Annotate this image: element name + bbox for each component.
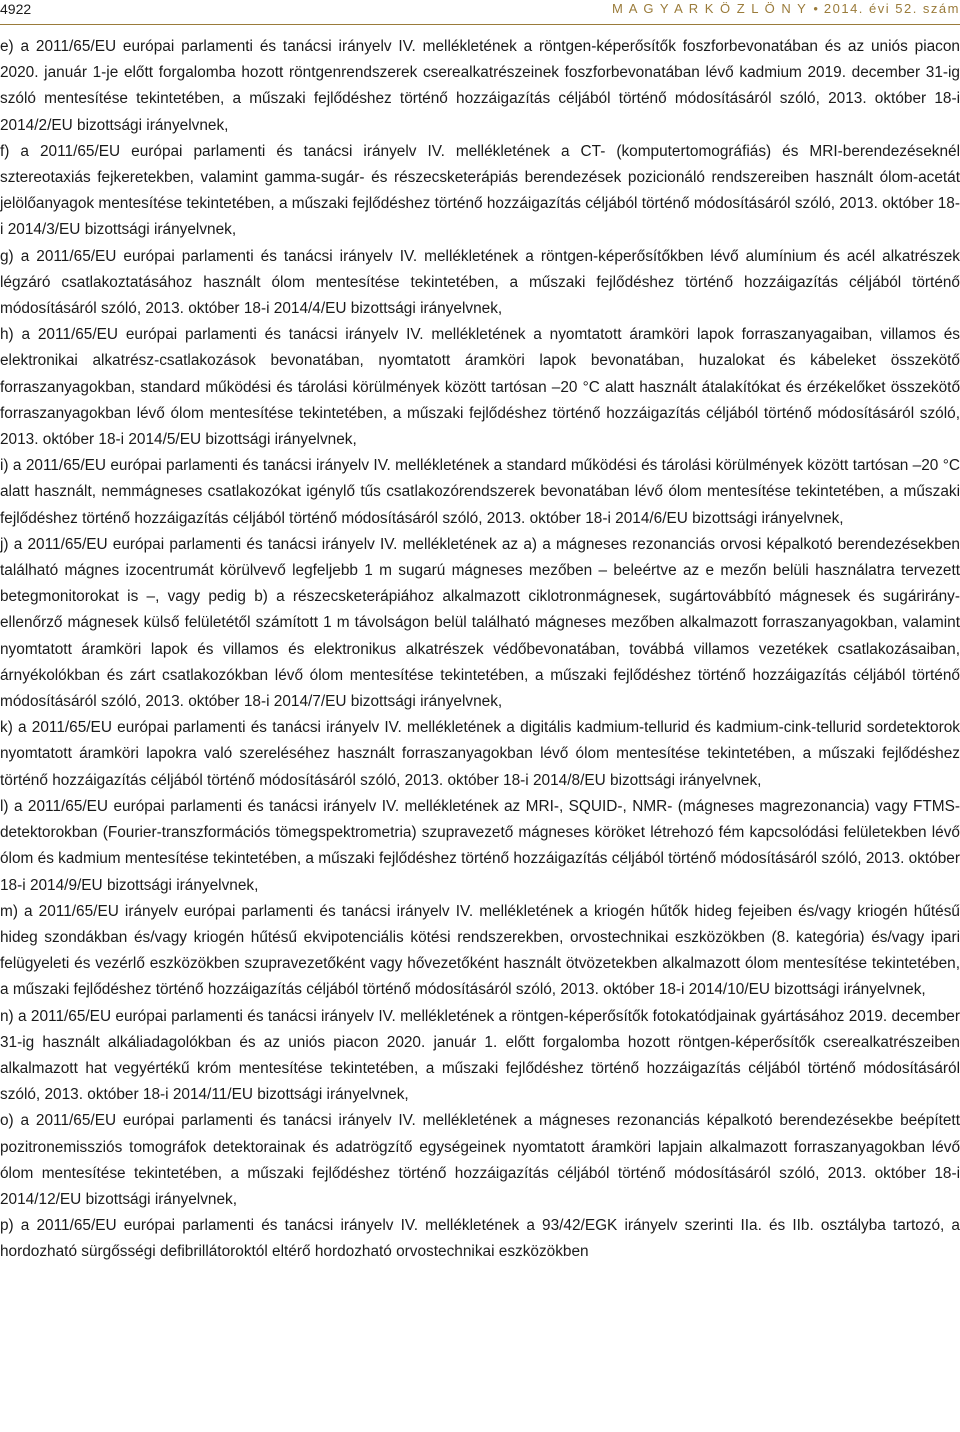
issue-info: 2014. évi 52. szám — [823, 1, 960, 16]
running-header — [612, 0, 960, 18]
list-item-g: g) a 2011/65/EU európai parlamenti és tanácsi irányelv IV. mellékletének a röntgen-képerősítőkben lévő alumínium és acél alkatrészek légzáró csatlakoztatásához használt ólom mentesítése tekintetében, a műszaki fejlődéshez történő hozzáigazítás céljából történő módosításáról szóló, 2013. október 18-i 2014/4/EU bizottsági irányelvnek, — [0, 247, 960, 318]
list-item-o: o) a 2011/65/EU európai parlamenti és tanácsi irányelv IV. mellékletének a mágneses rezonanciás képalkotó berendezésekbe beépített pozitronemissziós tomográfok detektorainak és adatrögzítő egységeinek nyomtatott áramköri lapjain alkalmazott forraszanyagokban lévő ólom mentesítése tekintetében, a műszaki fejlődéshez történő hozzáigazítás céljából történő módosításáról szóló, 2013. október 18-i 2014/12/EU bizottsági irányelvnek, — [0, 1112, 960, 1208]
list-item-m: m) a 2011/65/EU irányelv európai parlamenti és tanácsi irányelv IV. mellékletének a kriogén hűtők hideg fejeiben és/vagy kriogén hűtésű hideg szondákban és/vagy kriogén hűtésű ekvipotenciális kötési rendszerekben, orvostechnikai eszközökben (8. kategória) és/vagy ipari felügyeleti és vezérlő eszközökben szupravezetőként vagy hővezetőként használt ötvözetekben alkalmazott ólom mentesítése tekintetében, a műszaki fejlődéshez történő hozzáigazítás céljából történő módosításáról szóló, 2013. október 18-i 2014/10/EU bizottsági irányelvnek, — [0, 902, 960, 999]
list-item-l: l) a 2011/65/EU európai parlamenti és tanácsi irányelv IV. mellékletének az MRI-, SQUID-, NMR- (mágneses magrezonancia) vagy FTMS-detektorokban (Fourier-transzformációs tömegspektrometria) szupravezető mágneses köröket létrehozó fém kapcsolódási felületekben lévő ólom és kadmium mentesítése tekintetében, a műszaki fejlődéshez történő hozzáigazítás céljából történő módosításáról szóló, 2013. október 18-i 2014/9/EU bizottsági irányelvnek, — [0, 797, 960, 894]
list-item-h: h) a 2011/65/EU európai parlamenti és tanácsi irányelv IV. mellékletének a nyomtatott áramköri lapok forraszanyagaiban, villamos és elektronikai alkatrész-csatlakozások bevonatában, nyomtatott áramköri lapok bevonatában, huzalokat és kábeleket összekötő forraszanyagokban, standard működési és tárolási körülmények között tartósan –20 °C alatt használt átalakítókat és érzékelőket összekötő forraszanyagokban lévő ólom mentesítése tekintetében, a műszaki fejlődéshez történő hozzáigazítás céljából történő módosításáról szóló, 2013. október 18-i 2014/5/EU bizottsági irányelvnek, — [0, 326, 960, 449]
page-number: 4922 — [0, 1, 32, 17]
list-item-f: f) a 2011/65/EU európai parlamenti és tanácsi irányelv IV. mellékletének a CT- (komputertomográfiás) és MRI-berendezéseknél sztereotaxiás fejkeretekben, valamint gamma-sugár- és részecsketerápiás berendezések pozicionáló rendszereiben használt ólom-acetát jelölőanyagok mentesítése tekintetében, a műszaki fejlődéshez történő hozzáigazítás céljából történő módosításáról szóló, 2013. október 18-i 2014/3/EU bizottsági irányelvnek, — [0, 142, 960, 239]
list-item-p: p) a 2011/65/EU európai parlamenti és tanácsi irányelv IV. mellékletének a 93/42/EGK irányelv szerinti IIa. és IIb. osztályba tartozó, a hordozható sürgősségi defibrillátoroktól eltérő hordozható orvostechnikai eszközökben — [0, 1217, 960, 1261]
header-divider — [0, 24, 960, 25]
journal-title: M A G Y A R K Ö Z L Ö N Y — [612, 1, 808, 16]
list-item-n: n) a 2011/65/EU európai parlamenti és tanácsi irányelv IV. mellékletének a röntgen-képerősítők fotokatódjainak gyártásához 2019. december 31-ig használt alkáliadagolókban és az uniós piacon 2020. január 1. előtt forgalomba hozott röntgen-képerősítők cserealkatrészeiben alkalmazott hat vegyértékű króm mentesítése tekintetében, a műszaki fejlődéshez történő hozzáigazítás céljából történő módosításáról szóló, 2013. október 18-i 2014/11/EU bizottsági irányelvnek, — [0, 1007, 960, 1104]
body-text — [0, 34, 960, 1266]
header-bullet: • — [813, 1, 818, 16]
page-header — [0, 0, 960, 18]
list-item-i: i) a 2011/65/EU európai parlamenti és tanácsi irányelv IV. mellékletének a standard működési és tárolási körülmények között tartósan –20 °C alatt használt, nemmágneses csatlakozókat igénylő tűs csatlakozórendszerek bevonatában lévő ólom mentesítése tekintetében, a műszaki fejlődéshez történő hozzáigazítás céljából történő módosításáról szóló, 2013. október 18-i 2014/6/EU bizottsági irányelvnek, — [0, 457, 960, 527]
list-item-e: e) a 2011/65/EU európai parlamenti és tanácsi irányelv IV. mellékletének a röntgen-képerősítők foszforbevonatában és az uniós piacon 2020. január 1-je előtt forgalomba hozott röntgenrendszerek cserealkatrészeinek foszforbevonatában lévő kadmium 2019. december 31-ig szóló mentesítése tekintetében, a műszaki fejlődéshez történő hozzáigazítás céljából történő módosításáról szóló, 2013. október 18-i 2014/2/EU bizottsági irányelvnek, — [0, 38, 960, 134]
list-item-j: j) a 2011/65/EU európai parlamenti és tanácsi irányelv IV. mellékletének az a) a mágneses rezonanciás orvosi képalkotó berendezésekben található mágnes izocentrumát körülvevő legfeljebb 1 m sugarú mágneses mezőben – beleértve az e mezőn belüli használatra tervezett betegmonitorokat is –, vagy pedig b) a részecsketerápiához alkalmazott ciklotronmágnesek, sugártovábbító mágnesek és sugárirány-ellenőrző mágnesek külső felületétől számított 1 m távolságon belül található mágneses mezőben alkalmazott forraszanyagokban, valamint nyomtatott áramköri lapok és villamos és elektronikus alkatrészek védőbevonatában, továbbá villamos vezetékek csatlakozásaiban, árnyékolókban és zárt csatlakozókban lévő ólom mentesítése tekintetében, a műszaki fejlődéshez történő hozzáigazítás céljából történő módosításáról szóló, 2013. október 18-i 2014/7/EU bizottsági irányelvnek, — [0, 535, 960, 711]
list-item-k: k) a 2011/65/EU európai parlamenti és tanácsi irányelv IV. mellékletének a digitális kadmium-tellurid és kadmium-cink-tellurid sordetektorok nyomtatott áramköri lapokra való szereléséhez használt forraszanyagokban lévő ólom mentesítése tekintetében, a műszaki fejlődéshez történő hozzáigazítás céljából történő módosításáról szóló, 2013. október 18-i 2014/8/EU bizottsági irányelvnek, — [0, 719, 960, 789]
